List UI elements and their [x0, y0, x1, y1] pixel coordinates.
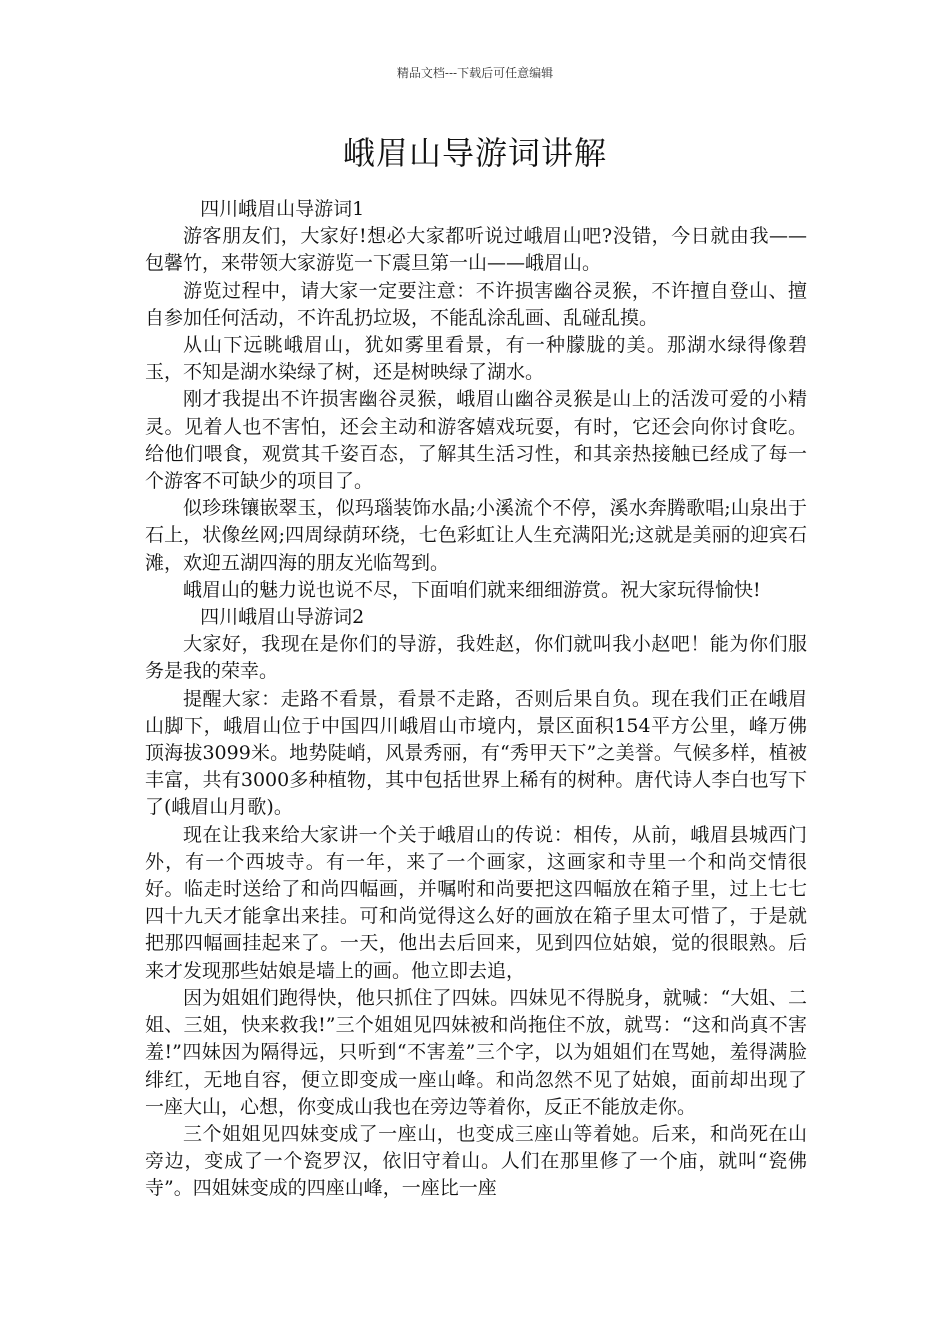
paragraph: 现在让我来给大家讲一个关于峨眉山的传说：相传，从前，峨眉县城西门外，有一个西坡寺。有一年，来了一个画家，这画家和寺里一个和尚交情很好。临走时送给了和尚四幅画，并嘱咐和尚要把这四幅放在箱子里，过上七七四十九天才能拿出来挂。可和尚觉得这么好的画放在箱子里太可惜了，于是就把那四幅画挂起来了。一天，他出去后回来，见到四位姑娘，觉的很眼熟。后来才发现那些姑娘是墙上的画。他立即去追，	[145, 823, 807, 982]
paragraph: 三个姐姐见四妹变成了一座山，也变成三座山等着她。后来，和尚死在山旁边，变成了一个瓷罗汉，依旧守着山。人们在那里修了一个庙，就叫“瓷佛寺”。四姐妹变成的四座山峰，一座比一座	[145, 1122, 807, 1200]
paragraph: 因为姐姐们跑得快，他只抓住了四妹。四妹见不得脱身，就喊：“大姐、二姐、三姐，快来救我!”三个姐姐见四妹被和尚拖住不放，就骂：“这和尚真不害羞!”四妹因为隔得远，只听到“不害羞”三个字，以为姐姐们在骂她，羞得满脸绯红，无地自容，便立即变成一座山峰。和尚忽然不见了姑娘，面前却出现了一座大山，心想，你变成山我也在旁边等着你，反正不能放走你。	[145, 986, 807, 1118]
paragraph: 游客朋友们，大家好!想必大家都听说过峨眉山吧?没错，今日就由我——包馨竹，来带领大家游览一下震旦第一山——峨眉山。	[145, 225, 807, 275]
document-body	[145, 196, 807, 1203]
paragraph: 刚才我提出不许损害幽谷灵猴，峨眉山幽谷灵猴是山上的活泼可爱的小精灵。见着人也不害怕，还会主动和游客嬉戏玩耍，有时，它还会向你讨食吃。给他们喂食，观赏其千姿百态，了解其生活习性，和其亲热接触已经成了每一个游客不可缺少的项目了。	[145, 388, 807, 493]
paragraph: 从山下远眺峨眉山，犹如雾里看景，有一种朦胧的美。那湖水绿得像碧玉，不知是湖水染绿了树，还是树映绿了湖水。	[145, 334, 807, 384]
document-title: 峨眉山导游词讲解	[342, 134, 607, 172]
paragraph: 提醒大家：走路不看景，看景不走路，否则后果自负。现在我们正在峨眉山脚下，峨眉山位于中国四川峨眉山市境内，景区面积154平方公里，峰万佛顶海拔3099米。地势陡峭，风景秀丽，有“秀甲天下”之美誉。气候多样，植被丰富，共有3000多种植物，其中包括世界上稀有的树种。唐代诗人李白也写下了(峨眉山月歌)。	[145, 687, 807, 819]
paragraph: 似珍珠镶嵌翠玉，似玛瑙装饰水晶;小溪流个不停，溪水奔腾歌唱;山泉出于石上，状像丝网;四周绿荫环绕，七色彩虹让人生充满阳光;这就是美丽的迎宾石滩，欢迎五湖四海的朋友光临驾到。	[145, 497, 807, 574]
header-note: 精品文档---下载后可任意编辑	[396, 66, 554, 80]
paragraph: 峨眉山的魅力说也说不尽，下面咱们就来细细游赏。祝大家玩得愉快!	[183, 578, 761, 601]
section-heading-1: 四川峨眉山导游词1	[200, 198, 365, 220]
section-heading-2: 四川峨眉山导游词2	[200, 606, 365, 629]
paragraph: 游览过程中，请大家一定要注意：不许损害幽谷灵猴，不许擅自登山、擅自参加任何活动，不许乱扔垃圾，不能乱涂乱画、乱碰乱摸。	[145, 279, 807, 329]
paragraph: 大家好，我现在是你们的导游，我姓赵，你们就叫我小赵吧！能为你们服务是我的荣幸。	[145, 633, 807, 683]
